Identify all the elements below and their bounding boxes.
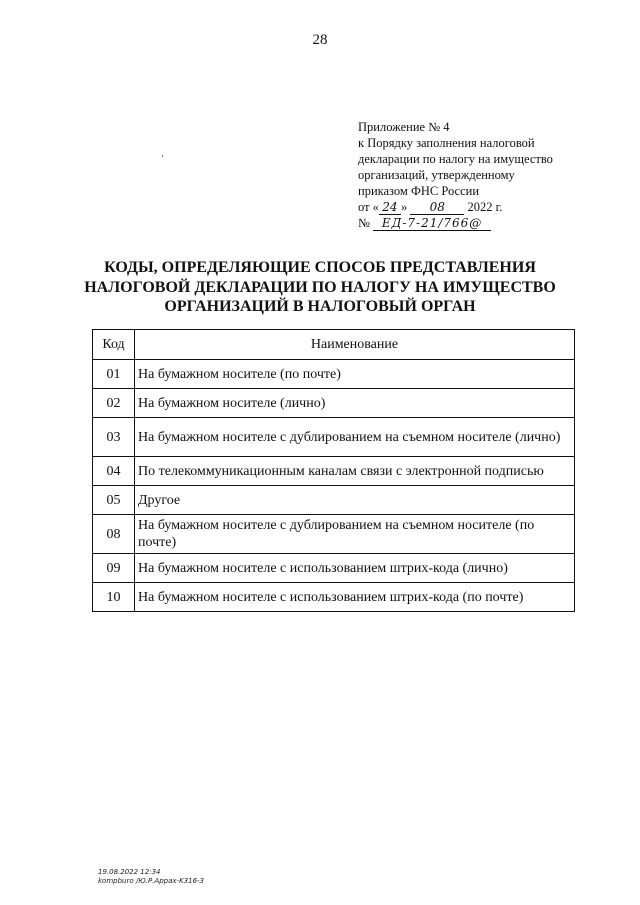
row-name: На бумажном носителе с дублированием на съемном носителе (лично): [135, 418, 575, 457]
title-line: КОДЫ, ОПРЕДЕЛЯЮЩИЕ СПОСОБ ПРЕДСТАВЛЕНИЯ: [104, 259, 536, 276]
handwritten-order-number: ЕД-7-21/766@: [373, 217, 491, 231]
header-name: Наименование: [135, 330, 575, 360]
table-row: [93, 583, 575, 612]
print-footer: [98, 868, 204, 886]
handwritten-day: 24: [379, 201, 401, 215]
appendix-line: к Порядку заполнения налоговой: [358, 136, 535, 150]
table-row: [93, 418, 575, 457]
table-row: [93, 554, 575, 583]
row-code: 05: [93, 486, 135, 515]
number-prefix: №: [358, 216, 370, 230]
row-name: По телекоммуникационным каналам связи с электронной подписью: [135, 457, 575, 486]
row-name: На бумажном носителе с дублированием на съемном носителе (по почте): [135, 515, 575, 554]
appendix-line: приказом ФНС России: [358, 184, 480, 198]
row-code: 08: [93, 515, 135, 554]
date-prefix: от «: [358, 200, 379, 214]
page-number: 28: [312, 32, 328, 48]
row-code: 03: [93, 418, 135, 457]
table-row: [93, 457, 575, 486]
table-header-row: [93, 330, 575, 360]
table-row: [93, 360, 575, 389]
footer-timestamp: 19.08.2022 12:34: [98, 868, 161, 876]
row-code: 01: [93, 360, 135, 389]
table-row: [93, 515, 575, 554]
row-name: Другое: [135, 486, 575, 515]
row-code: 02: [93, 389, 135, 418]
table-row: [93, 389, 575, 418]
appendix-line: декларации по налогу на имущество: [358, 152, 553, 166]
appendix-line: организаций, утвержденному: [358, 168, 515, 182]
document-title: [60, 258, 580, 317]
row-code: 10: [93, 583, 135, 612]
row-name: На бумажном носителе (лично): [135, 389, 575, 418]
row-name: На бумажном носителе (по почте): [135, 360, 575, 389]
header-code: Код: [93, 330, 135, 360]
handwritten-month: 08: [410, 201, 464, 215]
appendix-line: Приложение № 4: [358, 120, 450, 134]
table-row: [93, 486, 575, 515]
date-mid: »: [400, 200, 408, 214]
title-line: ОРГАНИЗАЦИЙ В НАЛОГОВЫЙ ОРГАН: [164, 298, 476, 315]
footer-path: kompburo /Ю.Р.Appax-K316-3: [98, 877, 205, 885]
appendix-number-line: [358, 215, 598, 231]
date-year: 2022 г.: [467, 200, 503, 214]
row-code: 04: [93, 457, 135, 486]
title-line: НАЛОГОВОЙ ДЕКЛАРАЦИИ ПО НАЛОГУ НА ИМУЩЕСТВО: [84, 278, 556, 296]
row-code: 09: [93, 554, 135, 583]
row-name: На бумажном носителе с использованием штрих-кода (по почте): [135, 583, 575, 612]
row-name: На бумажном носителе с использованием штрих-кода (лично): [135, 554, 575, 583]
appendix-block: [358, 119, 598, 231]
codes-table: [92, 329, 575, 612]
scan-speck: [162, 155, 163, 157]
appendix-date-line: [358, 199, 598, 215]
